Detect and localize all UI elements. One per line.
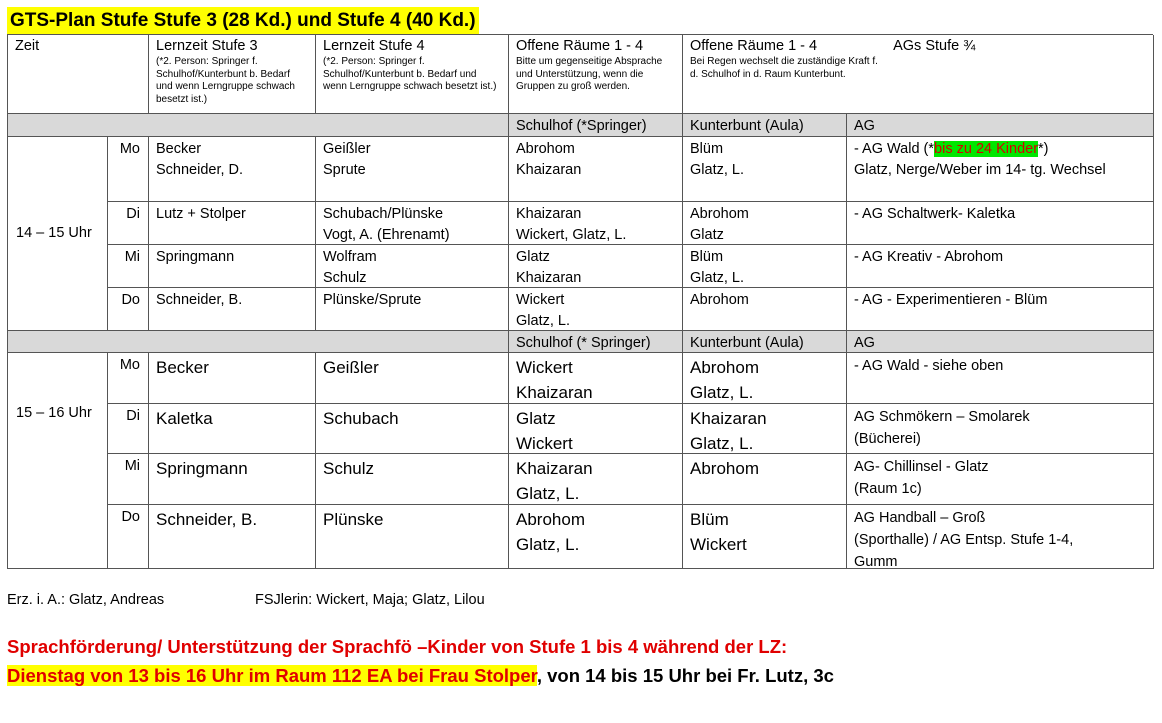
footer-erzieher: Erz. i. A.: Glatz, Andreas bbox=[7, 592, 165, 608]
day-label: Mi bbox=[108, 454, 149, 505]
cell-schulhof: Abrohom Glatz, L. bbox=[509, 505, 683, 569]
time-block-14-15: 14 – 15 Uhr bbox=[8, 137, 108, 331]
day-label: Do bbox=[108, 288, 149, 331]
day-label: Mo bbox=[108, 353, 149, 404]
cell-schulhof: Abrohom Khaizaran bbox=[509, 137, 683, 202]
header-offene-raeume-2: Offene Räume 1 - 4 AGs Stufe ¾ Bei Regen wechselt die zuständige Kraft f. d. Schulhof in d. Raum Kunterbunt. bbox=[683, 35, 1154, 114]
cell-lernzeit-3: Kaletka bbox=[149, 404, 316, 454]
subheader-schulhof-1: Schulhof (*Springer) bbox=[509, 114, 683, 137]
cell-lernzeit-3: Becker bbox=[149, 353, 316, 404]
highlight-kinderzahl: bis zu 24 Kinder bbox=[934, 141, 1039, 157]
cell-kunterbunt: Abrohom Glatz bbox=[683, 202, 847, 245]
subheader-ag-1: AG bbox=[847, 114, 1154, 137]
sprachfoerderung-title: Sprachförderung/ Unterstützung der Sprachfö –Kinder von Stufe 1 bis 4 während der LZ: bbox=[7, 636, 788, 657]
cell-schulhof: Khaizaran Glatz, L. bbox=[509, 454, 683, 505]
day-label: Mo bbox=[108, 137, 149, 202]
cell-schulhof: Wickert Glatz, L. bbox=[509, 288, 683, 331]
cell-lernzeit-3: Springmann bbox=[149, 454, 316, 505]
cell-ag: - AG - Experimentieren - Blüm bbox=[847, 288, 1154, 331]
sprachfoerderung-details: Dienstag von 13 bis 16 Uhr im Raum 112 EA bei Frau Stolper, von 14 bis 15 Uhr bei Fr. Lutz, 3c bbox=[7, 665, 834, 686]
cell-lernzeit-4: Schulz bbox=[316, 454, 509, 505]
day-label: Di bbox=[108, 202, 149, 245]
cell-ag: - AG Wald - siehe oben bbox=[847, 353, 1154, 404]
time-block-15-16: 15 – 16 Uhr bbox=[8, 353, 108, 569]
day-label: Di bbox=[108, 404, 149, 454]
cell-schulhof: Wickert Khaizaran bbox=[509, 353, 683, 404]
cell-lernzeit-3: Schneider, B. bbox=[149, 288, 316, 331]
header-lernzeit-3: Lernzeit Stufe 3 (*2. Person: Springer f. Schulhof/Kunterbunt b. Bedarf und wenn Lerngruppe schwach besetzt ist.) bbox=[149, 35, 316, 114]
cell-lernzeit-4: Schubach/Plünske Vogt, A. (Ehrenamt) bbox=[316, 202, 509, 245]
day-label: Mi bbox=[108, 245, 149, 288]
cell-kunterbunt: Abrohom bbox=[683, 288, 847, 331]
cell-ag: - AG Wald (*bis zu 24 Kinder*) Glatz, Nerge/Weber im 14- tg. Wechsel bbox=[847, 137, 1154, 202]
subheader-blank-2 bbox=[8, 331, 509, 353]
subheader-kunterbunt-2: Kunterbunt (Aula) bbox=[683, 331, 847, 353]
cell-lernzeit-3: Becker Schneider, D. bbox=[149, 137, 316, 202]
page-title: GTS-Plan Stufe Stufe 3 (28 Kd.) und Stufe 4 (40 Kd.) bbox=[7, 7, 479, 34]
cell-lernzeit-3: Schneider, B. bbox=[149, 505, 316, 569]
cell-lernzeit-3: Lutz + Stolper bbox=[149, 202, 316, 245]
header-offene-raeume-1: Offene Räume 1 - 4 Bitte um gegenseitige Absprache und Unterstützung, wenn die Gruppen zu groß werden. bbox=[509, 35, 683, 114]
cell-lernzeit-3: Springmann bbox=[149, 245, 316, 288]
cell-lernzeit-4: Plünske/Sprute bbox=[316, 288, 509, 331]
cell-kunterbunt: Abrohom bbox=[683, 454, 847, 505]
day-label: Do bbox=[108, 505, 149, 569]
sprachfoerderung-highlight: Dienstag von 13 bis 16 Uhr im Raum 112 EA bei Frau Stolper bbox=[7, 665, 537, 686]
cell-ag: - AG Schaltwerk- Kaletka bbox=[847, 202, 1154, 245]
cell-kunterbunt: Abrohom Glatz, L. bbox=[683, 353, 847, 404]
header-zeit: Zeit bbox=[8, 35, 149, 114]
schedule-table bbox=[7, 34, 1153, 569]
cell-lernzeit-4: Geißler Sprute bbox=[316, 137, 509, 202]
cell-schulhof: Glatz Wickert bbox=[509, 404, 683, 454]
subheader-blank-1 bbox=[8, 114, 509, 137]
cell-lernzeit-4: Plünske bbox=[316, 505, 509, 569]
cell-schulhof: Glatz Khaizaran bbox=[509, 245, 683, 288]
header-lernzeit-4: Lernzeit Stufe 4 (*2. Person: Springer f. Schulhof/Kunterbunt b. Bedarf und wenn Lerngruppe schwach besetzt ist.) bbox=[316, 35, 509, 114]
cell-lernzeit-4: Schubach bbox=[316, 404, 509, 454]
cell-kunterbunt: Blüm Glatz, L. bbox=[683, 245, 847, 288]
cell-kunterbunt: Blüm Glatz, L. bbox=[683, 137, 847, 202]
subheader-kunterbunt-1: Kunterbunt (Aula) bbox=[683, 114, 847, 137]
cell-lernzeit-4: Wolfram Schulz bbox=[316, 245, 509, 288]
cell-ag: AG Schmökern – Smolarek (Bücherei) bbox=[847, 404, 1154, 454]
cell-kunterbunt: Blüm Wickert bbox=[683, 505, 847, 569]
cell-schulhof: Khaizaran Wickert, Glatz, L. bbox=[509, 202, 683, 245]
cell-ag: - AG Kreativ - Abrohom bbox=[847, 245, 1154, 288]
subheader-schulhof-2: Schulhof (* Springer) bbox=[509, 331, 683, 353]
cell-ag: AG Handball – Groß (Sporthalle) / AG Entsp. Stufe 1-4, Gumm bbox=[847, 505, 1154, 569]
cell-lernzeit-4: Geißler bbox=[316, 353, 509, 404]
footer-fsj: FSJlerin: Wickert, Maja; Glatz, Lilou bbox=[255, 592, 485, 608]
cell-kunterbunt: Khaizaran Glatz, L. bbox=[683, 404, 847, 454]
cell-ag: AG- Chillinsel - Glatz (Raum 1c) bbox=[847, 454, 1154, 505]
subheader-ag-2: AG bbox=[847, 331, 1154, 353]
